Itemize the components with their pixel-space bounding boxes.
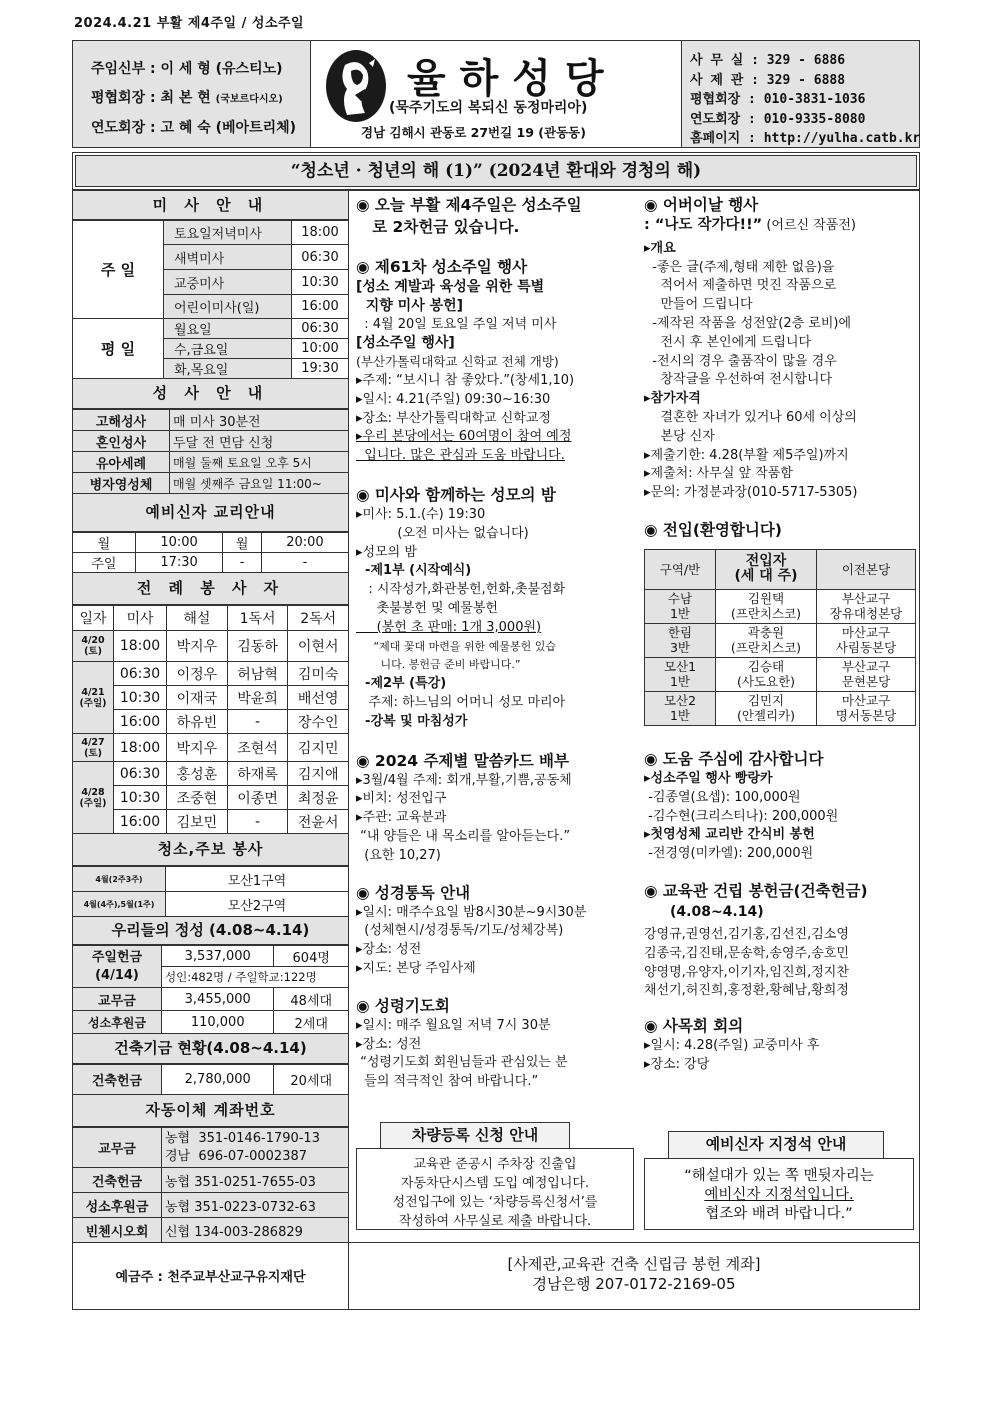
masthead-left-info [73, 41, 311, 147]
mass-name: 월요일 [164, 319, 292, 339]
cleaning-group: 모산1구역 [166, 867, 349, 892]
contact-council: 평협회장 : 010-3831-1036 [690, 92, 866, 107]
bottom-account [349, 1254, 919, 1294]
offering-sunday-label: 주일헌금 (4/14) [73, 946, 162, 988]
catechumen-seat-title: 예비신자 지정석 안내 [668, 1131, 884, 1158]
mary-night-title: ◉ 미사와 함께하는 성모의 밤 [356, 485, 556, 504]
cleaning-period: 4월(4주),5월(1주) [73, 892, 166, 917]
offering-amount: 3,455,000 [162, 988, 274, 1011]
mass-name: 화,목요일 [164, 359, 292, 379]
contact-office: 사 무 실 : 329 - 6886 [690, 53, 846, 68]
liturgy-cell: 18:00 [114, 631, 167, 662]
liturgy-cell: 06:30 [114, 762, 167, 786]
liturgy-cell: 배선영 [288, 686, 348, 710]
liturgy-cell: 이현서 [288, 631, 348, 662]
issue-date-line: 2024.4.21 부활 제4주일 / 성소주일 [74, 16, 305, 31]
right-column [644, 194, 914, 1075]
holy-spirit-prayer-body: ▸일시: 매주 월요일 저녁 7시 30분 ▸장소: 성전 “성령기도회 회원님들과 관심있는 분 들의 적극적인 참여 바랍니다.” [356, 1017, 568, 1090]
building-amount: 2,780,000 [162, 1065, 274, 1095]
mass-time: 10:30 [292, 270, 349, 295]
mary-night-body: ▸미사: 5.1.(수) 19:30 (오전 미사는 없습니다) ▸성모의 밤 -제1부 (시작예식) : 시작성가,화관봉헌,헌화,촛불점화 촛불봉헌 및 예물봉헌 (봉헌 초 판매: 1개 3,000원) “제대 꽃대 마련을 위한 예물봉헌 있습 니다. 봉헌금 준비 바랍니다.” -제2부 (특강) 주제: 하느님의 어머니 성모 마리아 -강복 및 마침성가 [356, 506, 566, 729]
holy-spirit-prayer-title: ◉ 성령기도회 [356, 996, 450, 1015]
pastoral-meeting-title: ◉ 사목회 회의 [644, 1017, 744, 1036]
cleaning-title: 청소,주보 봉사 [73, 834, 348, 866]
mass-time: 18:00 [292, 221, 349, 245]
transfer-header: 전입자 (세 대 주) [716, 549, 817, 589]
thanks-title: ◉ 도움 주심에 감사합니다 [644, 749, 824, 768]
education-hall-donors: 강영규,권영선,김기홍,김선진,김소영 김종국,김진태,문송학,송영주,송호민 양영명,유양자,이기자,임진희,정지찬 채선기,허진희,홍정환,황혜남,황희정 [644, 926, 849, 999]
offering-amount: 110,000 [162, 1011, 274, 1034]
mass-time: 19:30 [292, 359, 349, 379]
mass-weekday-label: 평 일 [73, 319, 164, 379]
offering-count: 604명 [274, 946, 348, 967]
offering-title: 우리들의 정성 (4.08~4.14) [73, 917, 348, 945]
liturgy-cell: 김지민 [288, 734, 348, 762]
word-card-body: ▸3월/4월 주제: 회개,부활,기쁨,공동체 ▸비치: 성전입구 ▸주관: 교육분과 “내 양들은 내 목소리를 알아듣는다.” (요한 10,27) [356, 772, 572, 863]
liturgy-date: 4/28 (주일) [73, 762, 114, 834]
building-table [73, 1064, 348, 1095]
education-hall-title: ◉ 교육관 건립 봉헌금(건축헌금) [644, 881, 868, 900]
autopay-name: 빈첸시오회 [73, 1218, 162, 1243]
autopay-name: 건축헌금 [73, 1168, 162, 1193]
liturgy-cell: 김미숙 [288, 662, 348, 686]
autopay-name: 성소후원금 [73, 1193, 162, 1218]
sacrament-name: 고해성사 [73, 410, 170, 431]
transfer-header: 구역/반 [645, 549, 716, 589]
liturgy-cell: 최정윤 [288, 786, 348, 810]
sacrament-title: 성 사 안 내 [73, 379, 348, 409]
word-card-title: ◉ 2024 주제별 말씀카드 배부 [356, 751, 570, 770]
liturgy-cell: 이정우 [167, 662, 228, 686]
mass-time: 06:30 [292, 245, 349, 270]
masthead [72, 40, 920, 148]
sacrament-info: 두달 전 면담 신청 [170, 431, 349, 452]
transfer-cell: 김원택 (프란치스코) [716, 589, 817, 623]
liturgy-cell: 박윤희 [227, 686, 288, 710]
cat-day: 월 [223, 533, 262, 553]
offering-count: 2세대 [274, 1011, 348, 1034]
mass-name: 어린이미사(일) [164, 295, 292, 319]
liturgy-date: 4/21 (주일) [73, 662, 114, 734]
transfer-cell: 모산1 1반 [645, 657, 716, 691]
sacrament-name: 유아세례 [73, 452, 170, 473]
sacrament-info: 매 미사 30분전 [170, 410, 349, 431]
liturgy-cell: 하재록 [227, 762, 288, 786]
mass-time: 10:00 [292, 339, 349, 359]
transfer-cell: 김민지 (안젤리카) [716, 691, 817, 725]
church-address: 경남 김해시 관동로 27번길 19 (관동동) [361, 125, 586, 140]
building-title: 건축기금 현황(4.08~4.14) [73, 1034, 348, 1064]
catechumen-seat-box: “해설대가 있는 쪽 맨뒷자리는 예비신자 지정석입니다. 협조와 배려 바랍니다.” [644, 1158, 914, 1230]
liturgy-cell: 장수인 [288, 710, 348, 734]
vocation-event-title: ◉ 제61차 성소주일 행사 [356, 258, 528, 276]
bible-reading-body: ▸일시: 매주수요일 밤8시30분~9시30분 (성체현시/성경통독/기도/성체강복) ▸장소: 성전 ▸지도: 본당 주임사제 [356, 904, 587, 976]
liturgy-cell: 10:30 [114, 686, 167, 710]
catechumen-table [73, 532, 348, 573]
cat-day: - [223, 553, 262, 573]
liturgy-cell: 조중현 [167, 786, 228, 810]
liturgy-date: 4/20 (토) [73, 631, 114, 662]
pastoral-meeting-body: ▸일시: 4.28(주일) 교중미사 후 ▸장소: 강당 [644, 1038, 820, 1072]
depositor-divider [73, 1242, 348, 1244]
transfer-in-table [644, 549, 916, 726]
theme-text: “청소년 · 청년의 해 (1)” (2024년 환대와 경청의 해) [75, 155, 917, 187]
liturgy-cell: 박지우 [167, 734, 228, 762]
sacrament-info: 매월 셋째주 금요일 11:00~ [170, 473, 349, 494]
building-count: 20세대 [274, 1065, 348, 1095]
offering-name: 교무금 [73, 988, 162, 1011]
liturgy-header: 미사 [114, 606, 167, 631]
offering-table [73, 945, 348, 1034]
offering-count: 48세대 [274, 988, 348, 1011]
autopay-account: 신협 134-003-286829 [162, 1218, 349, 1243]
autopay-table [73, 1127, 348, 1243]
liturgy-cell: 전윤서 [288, 810, 348, 834]
liturgy-cell: 김지애 [288, 762, 348, 786]
cleaning-table [73, 866, 348, 917]
transfer-cell: 김승태 (사도요한) [716, 657, 817, 691]
cat-time: 20:00 [261, 533, 348, 553]
contact-rectory: 사 제 관 : 329 - 6888 [690, 72, 846, 88]
liturgy-cell: - [227, 810, 288, 834]
liturgy-cell: 김동하 [227, 631, 288, 662]
sacrament-table [73, 409, 348, 494]
liturgy-cell: 김보민 [167, 810, 228, 834]
autopay-account: 농협 351-0223-0732-63 [162, 1193, 349, 1218]
column-divider [348, 190, 349, 1310]
mass-name: 새벽미사 [164, 245, 292, 270]
cat-time: 10:00 [135, 533, 223, 553]
transfer-header: 이전본당 [817, 549, 916, 589]
catechumen-title: 예비신자 교리안내 [73, 494, 348, 532]
parish-council-line: 평협회장 : 최 본 현 (국보르다시오) [91, 90, 283, 106]
transfer-in-title: ◉ 전입(환영합니다) [644, 520, 782, 539]
cleaning-group: 모산2구역 [166, 892, 349, 917]
mass-table [73, 220, 348, 379]
liturgy-cell: 16:00 [114, 710, 167, 734]
sacrament-name: 병자영성체 [73, 473, 170, 494]
cat-day: 주일 [73, 553, 135, 573]
liturgy-header: 2독서 [288, 606, 348, 631]
mass-time: 06:30 [292, 319, 349, 339]
transfer-cell: 모산2 1반 [645, 691, 716, 725]
liturgy-cell: 18:00 [114, 734, 167, 762]
building-name: 건축헌금 [73, 1065, 162, 1095]
cat-time: - [261, 553, 348, 573]
parents-day-title: ◉ 어버이날 행사 [644, 196, 759, 214]
bible-reading-title: ◉ 성경통독 안내 [356, 883, 471, 902]
liturgy-cell: 06:30 [114, 662, 167, 686]
contact-yeondo: 연도회장 : 010-9335-8080 [690, 111, 866, 127]
cleaning-period: 4월(2주3주) [73, 867, 166, 892]
liturgy-cell: 10:30 [114, 786, 167, 810]
masthead-center [311, 41, 681, 147]
contact-homepage: 홈페이지 : http://yulha.catb.kr [690, 131, 921, 146]
middle-column [356, 194, 640, 1092]
liturgy-cell: 하유빈 [167, 710, 228, 734]
liturgy-cell: 조현석 [227, 734, 288, 762]
church-name: 율하성당 [407, 55, 618, 102]
sacrament-info: 매월 둘째 토요일 오후 5시 [170, 452, 349, 473]
pastor-line: 주임신부 : 이 세 형 (유스티노) [91, 61, 283, 77]
liturgy-cell: 16:00 [114, 810, 167, 834]
parents-day-body: ▸개요 -좋은 글(주제,형태 제한 없음)을 적어서 제출하면 멋진 작품으로 만들어 드립니다 -제작된 작품을 성전앞(2층 로비)에 전시 후 본인에게 드립니다 -전시의 경우 출품작이 많을 경우 창작글을 우선하여 전시합니다 ▸참가자격 결혼한 자녀가 있거나 60세 이상의 본당 신자 ▸제출기한: 4.28(부활 제5주일)까지 ▸제출처: 사무실 앞 작품함 ▸문의: 가정분과장(010-5717-5305) [644, 240, 858, 501]
autopay-account: 농협 351-0251-7655-03 [162, 1168, 349, 1193]
parents-day-subtitle: : “나도 작가다!!” (어르신 작품전) [644, 217, 856, 233]
bottom-account-title: [사제관,교육관 건축 신립금 봉헌 계좌] [507, 1255, 761, 1273]
mass-name: 토요일저녁미사 [164, 221, 292, 245]
liturgy-cell: 이종면 [227, 786, 288, 810]
vocation-event-body: [성소 계발과 육성을 위한 특별 지향 미사 봉헌] : 4월 20일 토요일 주일 저녁 미사 [성소주일 행사] (부산가톨릭대학교 신학교 전체 개방) ▸주제: “보시니 참 좋았다.”(창세1,10) ▸일시: 4.21(주일) 09:30~16:30 ▸장소: 부산가톨릭대학교 신학교정 ▸우리 본당에서는 60여명이 참여 예정 입니다. 많은 관심과 도움 바랍니다. [356, 279, 575, 464]
transfer-cell: 마산교구 명서동본당 [817, 691, 916, 725]
mass-time: 16:00 [292, 295, 349, 319]
offering-name: 성소후원금 [73, 1011, 162, 1034]
mass-title: 미 사 안 내 [73, 191, 348, 220]
mass-name: 교중미사 [164, 270, 292, 295]
left-column [73, 191, 348, 1243]
liturgy-table [73, 605, 348, 834]
liturgy-header: 해설 [167, 606, 228, 631]
transfer-cell: 곽충원 (프란치스코) [716, 623, 817, 657]
liturgy-title: 전 례 봉 사 자 [73, 573, 348, 605]
autopay-account: 농협 351-0146-1790-13 경남 696-07-0002387 [162, 1128, 349, 1168]
transfer-cell: 마산교구 사림동본당 [817, 623, 916, 657]
church-patron: (묵주기도의 복되신 동정마리아) [389, 100, 588, 116]
notice-vocation-sunday: ◉ 오늘 부활 제4주일은 성소주일 로 2차헌금 있습니다. [356, 196, 582, 236]
theme-banner [72, 152, 920, 190]
car-registration-box: 교육관 준공시 주차장 진출입 자동차단시스템 도입 예정입니다. 성전입구에 있는 ‘차량등록신청서’를 작성하여 사무실로 제출 바랍니다. [356, 1148, 634, 1230]
liturgy-cell: 허남혁 [227, 662, 288, 686]
cat-time: 17:30 [135, 553, 223, 573]
sacrament-name: 혼인성사 [73, 431, 170, 452]
car-registration-title: 차량등록 신청 안내 [380, 1122, 570, 1148]
liturgy-cell: 이재국 [167, 686, 228, 710]
thanks-body: ▸성소주일 행사 빵랑카 -김종열(요셉): 100,000원 -김수현(크리스티나): 200,000원 ▸첫영성체 교리반 간식비 봉헌 -전경영(미카엘): 200,000원 [644, 770, 839, 862]
liturgy-cell: 박지우 [167, 631, 228, 662]
offering-amount: 3,537,000 [162, 946, 274, 967]
autopay-title: 자동이체 계좌번호 [73, 1095, 348, 1127]
liturgy-cell: 홍성훈 [167, 762, 228, 786]
masthead-contacts [681, 41, 919, 147]
transfer-cell: 부산교구 문현본당 [817, 657, 916, 691]
education-hall-date: (4.08~4.14) [670, 903, 764, 920]
mary-logo-icon [325, 49, 387, 123]
yeondo-line: 연도회장 : 고 혜 숙 (베아트리체) [91, 120, 297, 136]
liturgy-header: 일자 [73, 606, 114, 631]
autopay-name: 교무금 [73, 1128, 162, 1168]
bottom-account-number: 경남은행 207-0172-2169-05 [532, 1275, 736, 1293]
transfer-cell: 부산교구 장유대청본당 [817, 589, 916, 623]
depositor: 예금주 : 천주교부산교구유지재단 [115, 1270, 306, 1285]
transfer-cell: 한림 3반 [645, 623, 716, 657]
bottom-account-divider [349, 1242, 919, 1244]
mass-sunday-label: 주 일 [73, 221, 164, 319]
liturgy-header: 1독서 [227, 606, 288, 631]
cat-day: 월 [73, 533, 135, 553]
transfer-cell: 수남 1반 [645, 589, 716, 623]
liturgy-date: 4/27 (토) [73, 734, 114, 762]
offering-attendance: 성인:482명 / 주일학교:122명 [162, 967, 349, 988]
liturgy-cell: - [227, 710, 288, 734]
mass-name: 수,금요일 [164, 339, 292, 359]
